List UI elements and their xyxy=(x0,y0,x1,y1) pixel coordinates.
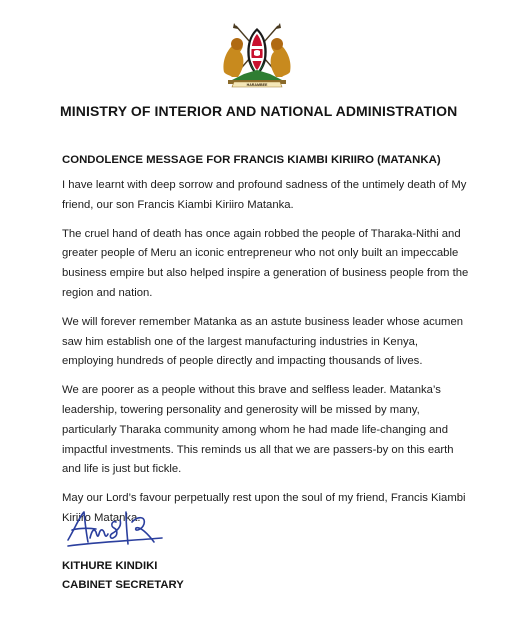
crest-motto: HARAMBEE xyxy=(246,83,268,87)
signatory-title: CABINET SECRETARY xyxy=(62,579,184,591)
signatory-name: KITHURE KINDIKI xyxy=(62,560,158,572)
letter-body xyxy=(62,154,470,538)
letter-subject: CONDOLENCE MESSAGE FOR FRANCIS KIAMBI KIRIIRO (MATANKA) xyxy=(62,154,441,166)
paragraph: May our Lord’s favour perpetually rest upon the soul of my friend, Francis Kiambi Kiriiro Matanka. xyxy=(62,492,466,524)
paragraph: We are poorer as a people without this brave and selfless leader. Matanka’s leadership, towering personality and generosity will be missed by many, particularly Tharaka community among whom he had made life-changing and impactful investments. This reminds us all that we are passers-by on this earth and life is just but fickle. xyxy=(62,384,454,476)
paragraph: We will forever remember Matanka as an astute business leader whose acumen saw him establish one of the largest manufacturing industries in Kenya, employing hundreds of people directly and impacting thousands of lives. xyxy=(62,315,464,368)
paragraph: The cruel hand of death has once again robbed the people of Tharaka-Nithi and greater people of Meru an iconic entrepreneur who not only built an impeccable business empire but also helped inspire a generation of business people from the region and nation. xyxy=(62,227,469,299)
paragraph: I have learnt with deep sorrow and profound sadness of the untimely death of My friend, our son Francis Kiambi Kiriiro Matanka. xyxy=(62,179,467,211)
handwritten-signature xyxy=(66,508,166,552)
coat-of-arms-icon xyxy=(216,22,298,88)
ministry-heading: MINISTRY OF INTERIOR AND NATIONAL ADMINISTRATION xyxy=(60,103,458,119)
